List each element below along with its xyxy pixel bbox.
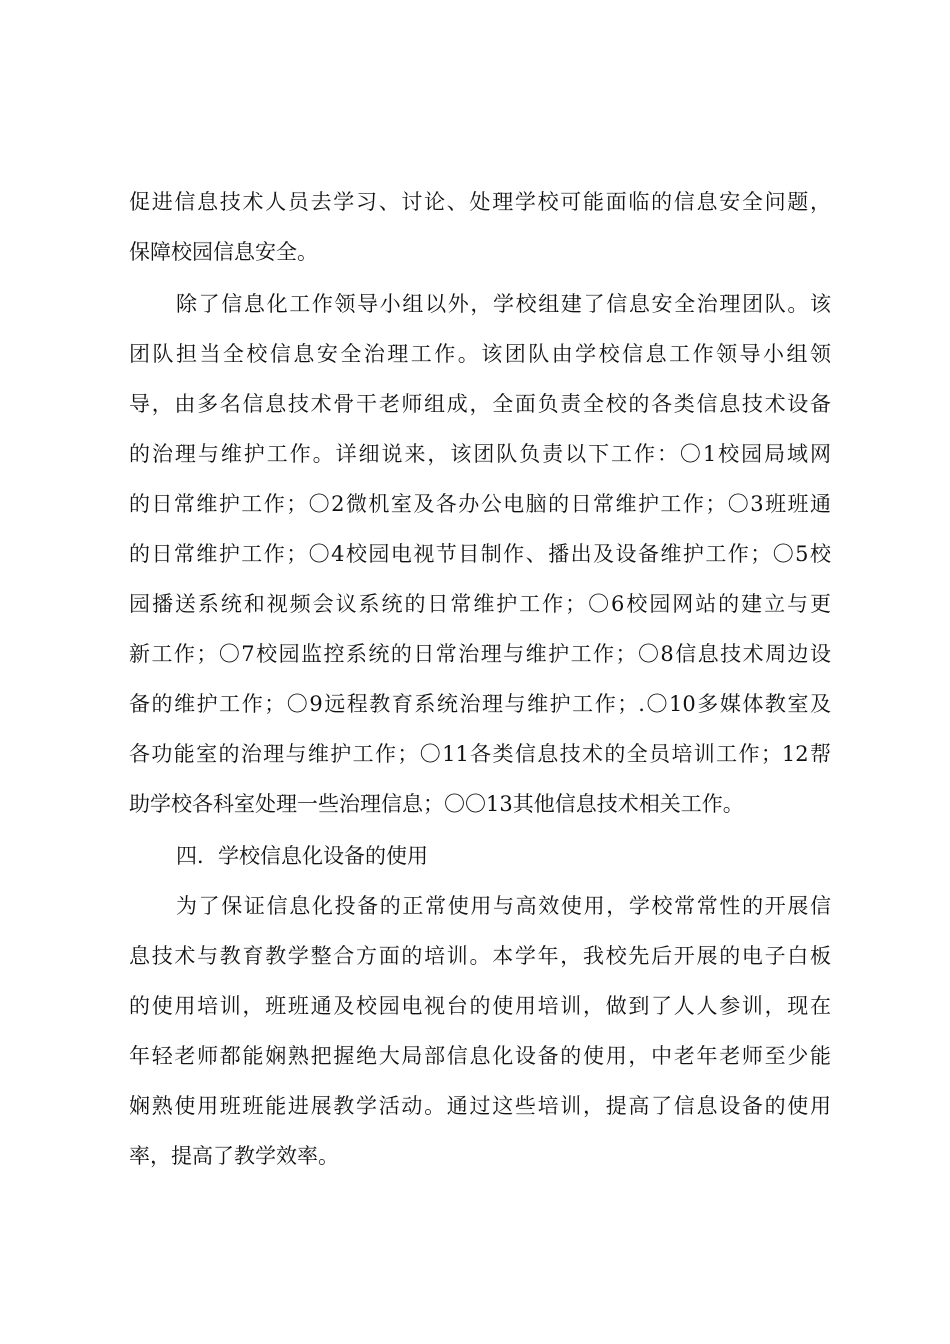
paragraph-3-line-4: 年轻老师都能娴熟把握绝大局部信息化设备的使用，中老年老师至少能 xyxy=(129,1044,831,1068)
paragraph-2-line-6: 的日常维护工作；〇4校园电视节目制作、播出及设备维护工作；〇5校 xyxy=(129,542,831,566)
paragraph-3-line-3: 的使用培训，班班通及校园电视台的使用培训，做到了人人参训，现在 xyxy=(129,994,831,1018)
paragraph-2-line-7: 园播送系统和视频会议系统的日常维护工作；〇6校园网站的建立与更 xyxy=(129,592,831,616)
paragraph-1-line-2: 保障校园信息安全。 xyxy=(129,240,318,264)
paragraph-3-line-1: 为了保证信息化投备的正常使用与高效使用，学校常常性的开展信 xyxy=(176,894,831,918)
paragraph-2-line-4: 的治理与维护工作。详细说来，该团队负责以下工作：〇1校园局域网 xyxy=(129,442,831,466)
paragraph-3-line-6: 率，提高了教学效率。 xyxy=(129,1144,339,1168)
paragraph-1-line-1: 促进信息技术人员去学习、讨论、处理学校可能面临的信息安全问题， xyxy=(129,190,831,214)
paragraph-2-line-5: 的日常维护工作；〇2微机室及各办公电脑的日常维护工作；〇3班班通 xyxy=(129,492,831,516)
paragraph-2-line-2: 团队担当全校信息安全治理工作。该团队由学校信息工作领导小组领 xyxy=(129,342,831,366)
paragraph-2-line-11: 助学校各科室处理一些治理信息；〇〇13其他信息技术相关工作。 xyxy=(129,792,744,816)
paragraph-2-line-1: 除了信息化工作领导小组以外，学校组建了信息安全治理团队。该 xyxy=(176,292,831,316)
paragraph-3-line-5: 娴熟使用班班能进展教学活动。通过这些培训，提高了信息设备的使用 xyxy=(129,1094,831,1118)
paragraph-3-line-2: 息技术与教育教学整合方面的培训。本学年，我校先后开展的电子白板 xyxy=(129,944,831,968)
paragraph-2-line-9: 备的维护工作；〇9远程教育系统治理与维护工作；.〇10多媒体教室及 xyxy=(129,692,831,716)
section-heading-4: 四．学校信息化设备的使用 xyxy=(176,844,428,868)
paragraph-2-line-8: 新工作；〇7校园监控系统的日常治理与维护工作；〇8信息技术周边设 xyxy=(129,642,831,666)
paragraph-2-line-10: 各功能室的治理与维护工作；〇11各类信息技术的全员培训工作；12帮 xyxy=(129,742,831,766)
paragraph-2-line-3: 导，由多名信息技术骨干老师组成，全面负责全校的各类信息技术设备 xyxy=(129,392,831,416)
